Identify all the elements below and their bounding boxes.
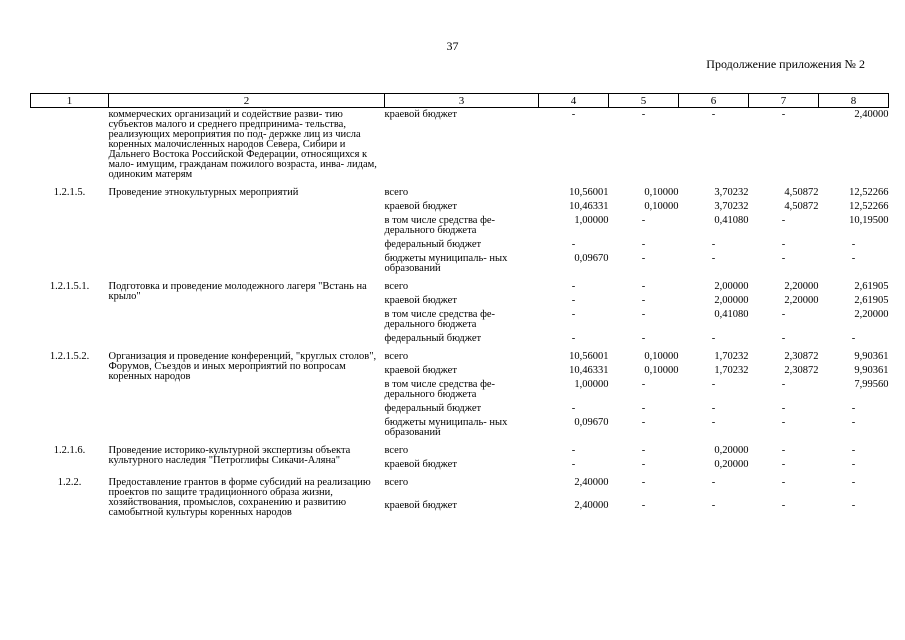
amount-cell: - [781, 500, 786, 511]
continuation-label: Продолжение приложения № 2 [706, 57, 865, 71]
amount-cell: 4,50872 [784, 201, 819, 212]
funding-source: краевой бюджет [384, 201, 457, 212]
amount-cell: - [711, 477, 716, 488]
amount-cell: 1,00000 [574, 215, 609, 226]
funding-source: краевой бюджет [384, 365, 457, 376]
amount-cell: - [641, 459, 646, 470]
program-funding-table [30, 93, 889, 520]
amount-cell: - [641, 215, 646, 226]
table-row [31, 276, 889, 294]
amount-cell: - [641, 239, 646, 250]
amount-cell: - [641, 403, 646, 414]
funding-source: федеральный бюджет [384, 239, 482, 250]
activity-name: Подготовка и проведение молодежного лагеря "Встань на крыло" [108, 281, 367, 302]
amount-cell: - [781, 403, 786, 414]
amount-cell: - [571, 459, 576, 470]
amount-cell: - [781, 253, 786, 264]
table-body [31, 108, 889, 521]
amount-cell: - [711, 417, 716, 428]
amount-cell: - [571, 295, 576, 306]
table-row [31, 440, 889, 458]
amount-cell: 3,70232 [714, 187, 749, 198]
funding-source: всего [384, 445, 409, 456]
item-number: 1.2.1.6. [53, 445, 86, 456]
amount-cell: 1,70232 [714, 365, 749, 376]
amount-cell: - [711, 403, 716, 414]
table-row [31, 472, 889, 499]
funding-source: бюджеты муниципаль- ных образований [384, 417, 508, 438]
item-number [31, 108, 109, 183]
amount-cell: - [641, 109, 646, 120]
table-row [31, 108, 889, 183]
amount-cell: 0,20000 [714, 459, 749, 470]
amount-cell: - [641, 281, 646, 292]
amount-cell: - [641, 309, 646, 320]
amount-cell: - [571, 281, 576, 292]
amount-cell: - [781, 109, 786, 120]
funding-source: в том числе средства фе- дерального бюджета [384, 379, 496, 400]
amount-cell: - [851, 500, 856, 511]
amount-cell: - [851, 445, 856, 456]
amount-cell: - [851, 253, 856, 264]
amount-cell: 0,09670 [574, 253, 609, 264]
amount-cell: 2,20000 [854, 309, 889, 320]
amount-cell: 2,40000 [574, 500, 609, 511]
header-cell: 5 [609, 94, 679, 108]
amount-cell: 12,52266 [849, 187, 889, 198]
amount-cell: - [571, 445, 576, 456]
amount-cell: - [641, 333, 646, 344]
page-number: 37 [446, 39, 459, 53]
amount-cell: 10,56001 [569, 187, 609, 198]
header-row [31, 94, 889, 108]
item-number: 1.2.1.5.2. [49, 351, 90, 362]
funding-source: федеральный бюджет [384, 333, 482, 344]
activity-name: Организация и проведение конференций, "круглых столов", Форумов, Съездов и иных мероприятий по вопросам коренных народов [108, 351, 377, 382]
amount-cell: - [711, 239, 716, 250]
amount-cell: - [641, 477, 646, 488]
amount-cell: - [781, 379, 786, 390]
amount-cell: 10,56001 [569, 351, 609, 362]
amount-cell: - [851, 477, 856, 488]
funding-source: всего [384, 281, 409, 292]
amount-cell: - [851, 459, 856, 470]
amount-cell: - [851, 403, 856, 414]
amount-cell: 12,52266 [849, 201, 889, 212]
amount-cell: 2,30872 [784, 365, 819, 376]
amount-cell: 2,61905 [854, 295, 889, 306]
amount-cell: - [571, 309, 576, 320]
amount-cell: - [641, 500, 646, 511]
amount-cell: - [571, 239, 576, 250]
amount-cell: 2,40000 [854, 109, 889, 120]
amount-cell: - [641, 379, 646, 390]
amount-cell: 2,30872 [784, 351, 819, 362]
amount-cell: 3,70232 [714, 201, 749, 212]
header-cell: 4 [539, 94, 609, 108]
item-number: 1.2.2. [57, 477, 82, 488]
amount-cell: 0,09670 [574, 417, 609, 428]
amount-cell: - [711, 109, 716, 120]
amount-cell: - [851, 333, 856, 344]
amount-cell: - [781, 459, 786, 470]
amount-cell: - [711, 500, 716, 511]
amount-cell: - [781, 333, 786, 344]
amount-cell: 1,70232 [714, 351, 749, 362]
activity-name: Предоставление грантов в форме субсидий на реализацию проектов по защите традиционного образа жизни, хозяйствования, промыслов, сохранению и развитию самобытной культуры коренных народов [108, 477, 371, 518]
amount-cell: - [851, 417, 856, 428]
amount-cell: 2,20000 [784, 295, 819, 306]
amount-cell: - [571, 333, 576, 344]
amount-cell: - [781, 417, 786, 428]
header-cell: 2 [109, 94, 385, 108]
amount-cell: - [711, 379, 716, 390]
header-cell: 6 [679, 94, 749, 108]
amount-cell: - [571, 403, 576, 414]
amount-cell: - [711, 333, 716, 344]
amount-cell: 10,19500 [849, 215, 889, 226]
amount-cell: 0,20000 [714, 445, 749, 456]
amount-cell: 10,46331 [569, 365, 609, 376]
header-cell: 7 [749, 94, 819, 108]
funding-source: бюджеты муниципаль- ных образований [384, 253, 508, 274]
amount-cell: - [781, 477, 786, 488]
amount-cell: - [781, 215, 786, 226]
amount-cell: 9,90361 [854, 365, 889, 376]
amount-cell: 4,50872 [784, 187, 819, 198]
amount-cell: - [781, 309, 786, 320]
table-row [31, 182, 889, 200]
activity-name: Проведение этнокультурных мероприятий [108, 187, 299, 198]
amount-cell: 2,00000 [714, 295, 749, 306]
activity-name: Проведение историко-культурной экспертизы объекта культурного наследия "Петроглифы Сикачи-Аляна" [108, 445, 351, 466]
funding-source: краевой бюджет [384, 459, 457, 470]
amount-cell: 0,41080 [714, 309, 749, 320]
amount-cell: 0,10000 [644, 351, 679, 362]
amount-cell: - [641, 295, 646, 306]
amount-cell: 0,10000 [644, 201, 679, 212]
amount-cell: 2,20000 [784, 281, 819, 292]
activity-name: коммерческих организаций и содействие разви- тию субъектов малого и среднего предпринима- тельства, реализующих мероприятия по под- держке лиц из числа коренных малочисленных народов Севера, Сибири и Дальнего Востока Российской Федерации, относящихся к мало- имущим, гражданам пожилого возраста, инва- лидам, одиноким матерям [108, 109, 377, 180]
header-cell: 8 [819, 94, 889, 108]
amount-cell: 0,10000 [644, 187, 679, 198]
amount-cell: - [571, 109, 576, 120]
header-cell: 3 [385, 94, 539, 108]
amount-cell: 2,40000 [574, 477, 609, 488]
amount-cell: 7,99560 [854, 379, 889, 390]
funding-source: всего [384, 477, 409, 488]
amount-cell: 1,00000 [574, 379, 609, 390]
funding-source: в том числе средства фе- дерального бюджета [384, 215, 496, 236]
amount-cell: 0,10000 [644, 365, 679, 376]
amount-cell: - [781, 239, 786, 250]
amount-cell: 10,46331 [569, 201, 609, 212]
amount-cell: 9,90361 [854, 351, 889, 362]
funding-source: всего [384, 187, 409, 198]
header-cell: 1 [31, 94, 109, 108]
funding-source: в том числе средства фе- дерального бюджета [384, 309, 496, 330]
funding-source: федеральный бюджет [384, 403, 482, 414]
amount-cell: - [641, 445, 646, 456]
amount-cell: - [641, 253, 646, 264]
amount-cell: - [711, 253, 716, 264]
amount-cell: - [641, 417, 646, 428]
amount-cell: 2,00000 [714, 281, 749, 292]
funding-source: краевой бюджет [384, 500, 457, 511]
funding-source: краевой бюджет [384, 109, 457, 120]
funding-source: всего [384, 351, 409, 362]
funding-source: краевой бюджет [384, 295, 457, 306]
table-row [31, 346, 889, 364]
amount-cell: - [851, 239, 856, 250]
item-number: 1.2.1.5. [53, 187, 86, 198]
amount-cell: - [781, 445, 786, 456]
amount-cell: 2,61905 [854, 281, 889, 292]
amount-cell: 0,41080 [714, 215, 749, 226]
item-number: 1.2.1.5.1. [49, 281, 90, 292]
